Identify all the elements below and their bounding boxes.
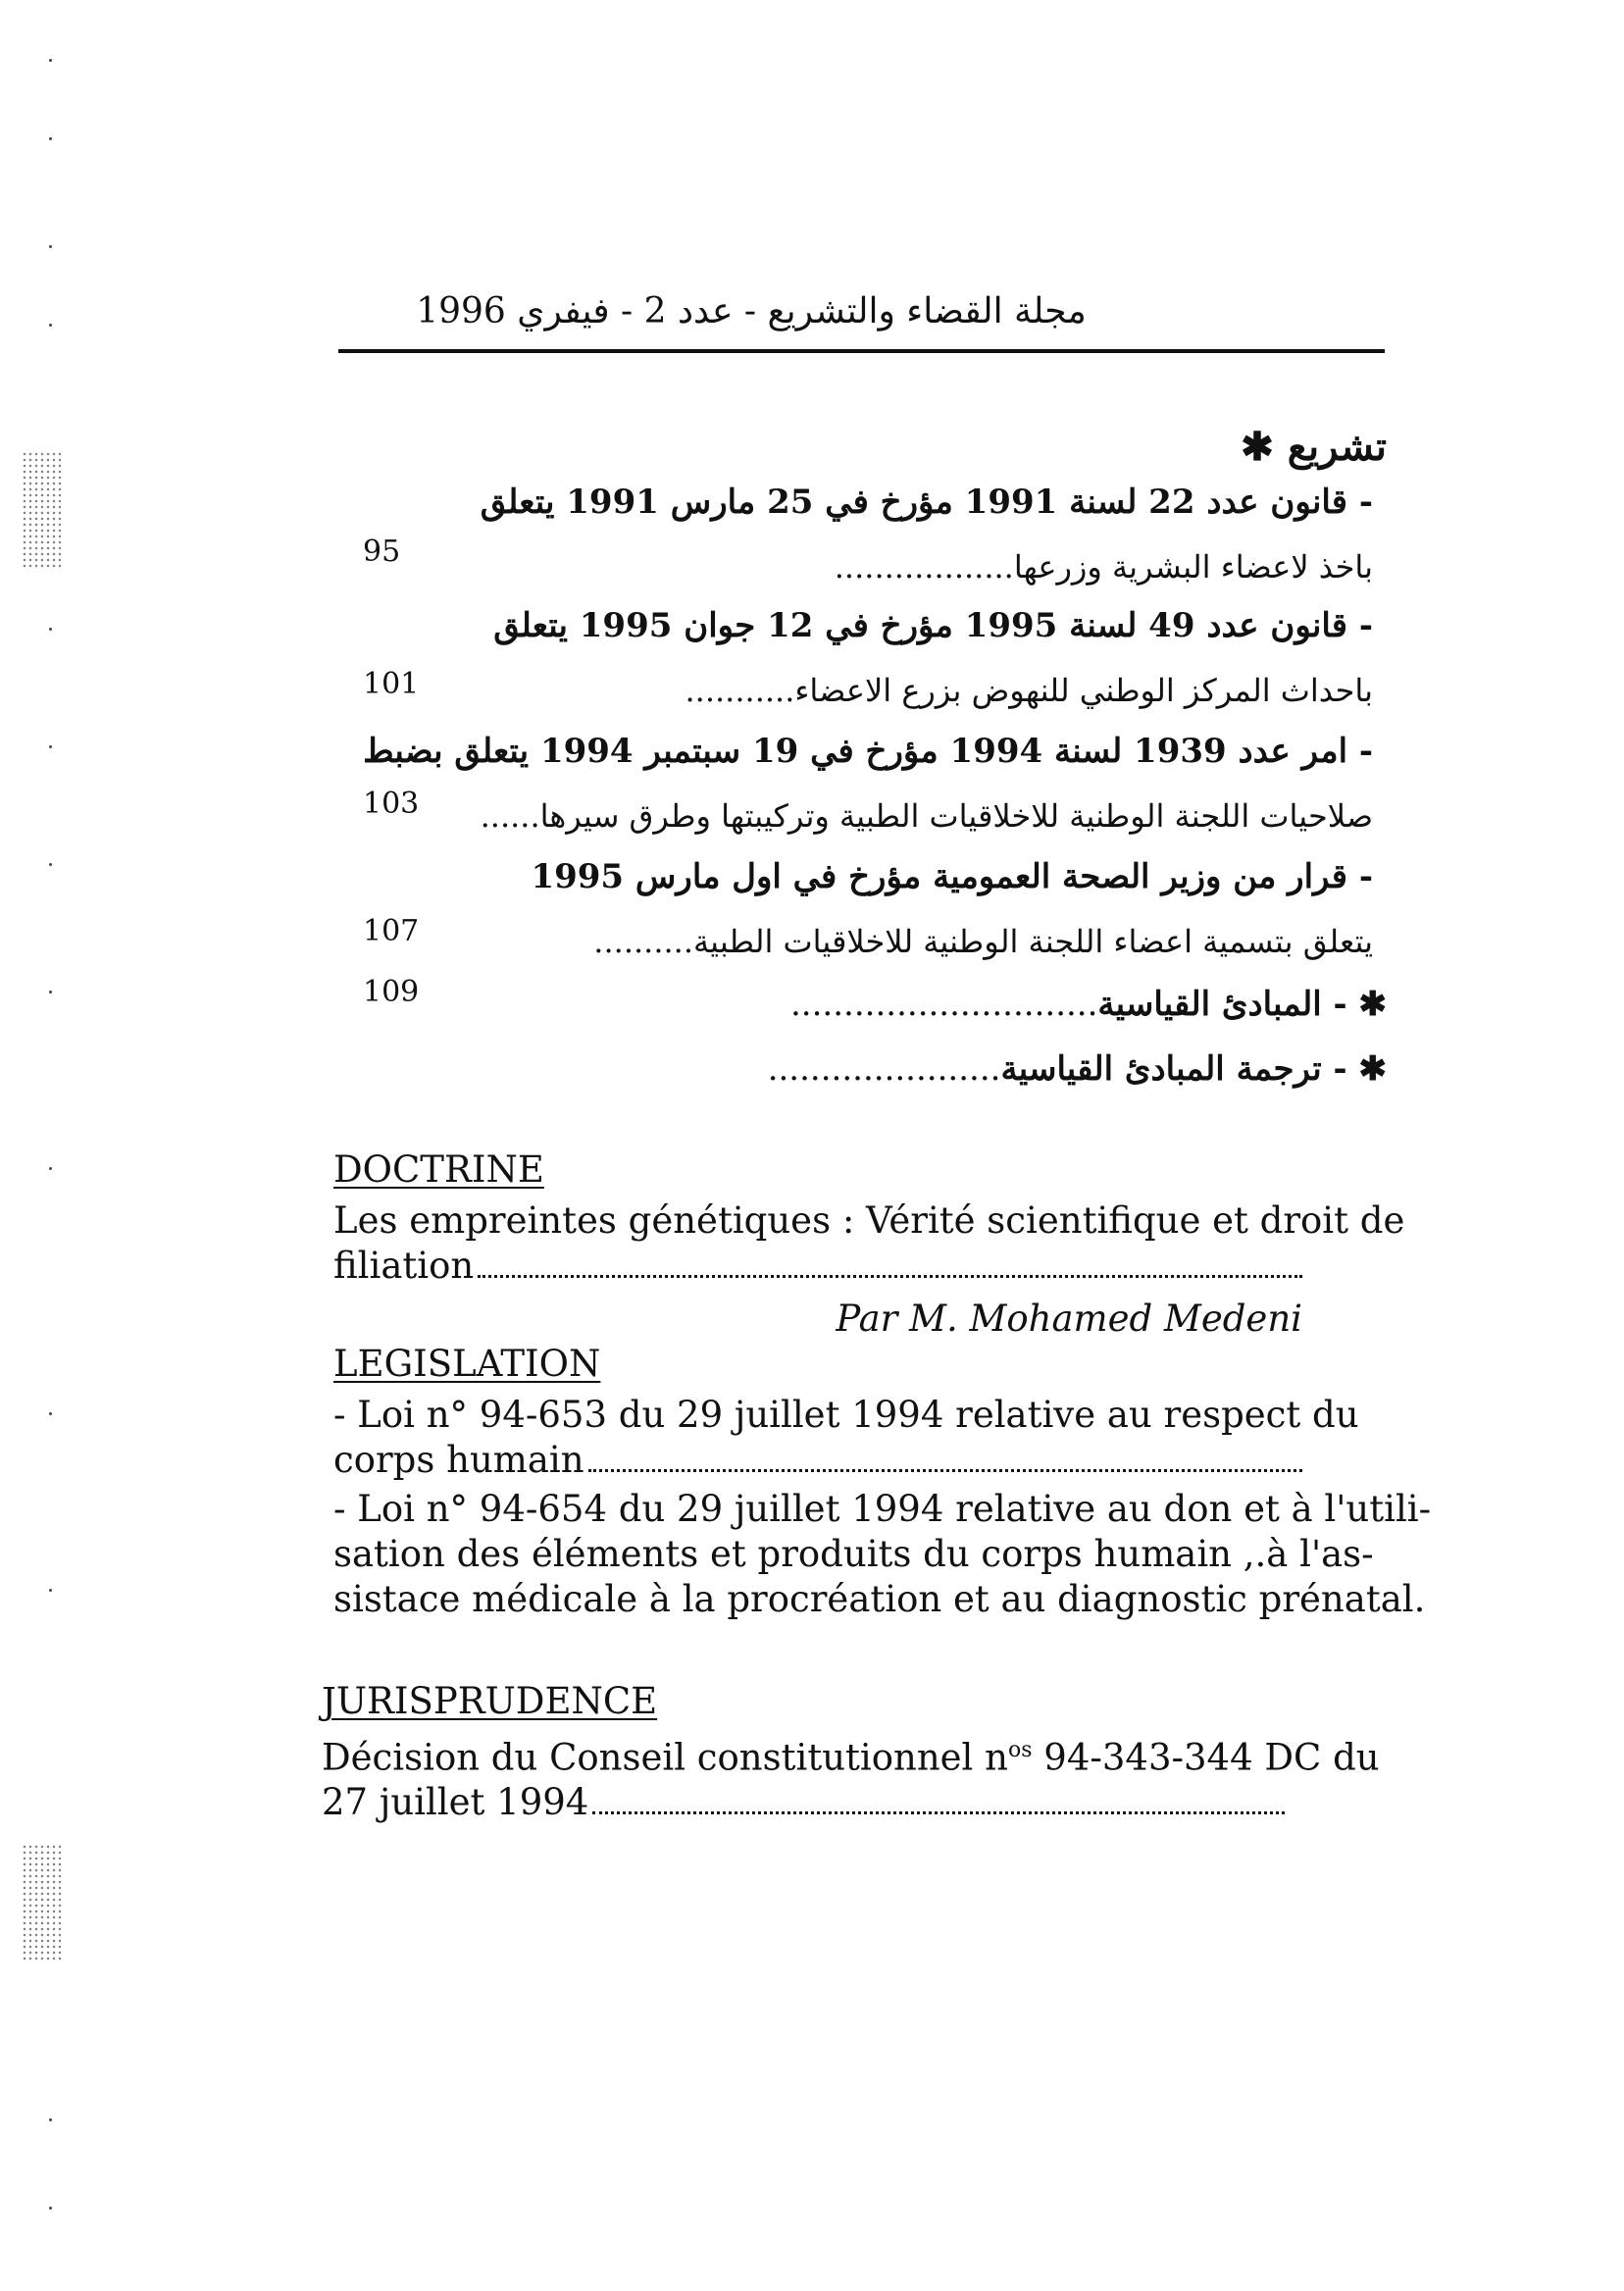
leader-dots: ........... <box>685 672 795 709</box>
asterisk-bullet-icon: ✱ <box>1358 1049 1387 1089</box>
leader-dots <box>588 1469 1302 1472</box>
doctrine-title-end: filiation <box>333 1245 475 1287</box>
toc-extra-entry <box>790 977 1387 1032</box>
doctrine-entry <box>333 1198 1405 1342</box>
jurisprudence-text: Décision du Conseil constitutionnel n <box>322 1736 1008 1779</box>
superscript-os: os <box>1007 1738 1033 1762</box>
scan-speck <box>49 991 52 993</box>
jurisprudence-title-line <box>322 1780 1361 1825</box>
jurisprudence-entry <box>322 1728 1380 1825</box>
leader-dots: ............................. <box>790 985 1098 1024</box>
scan-speck <box>49 245 52 248</box>
jurisprudence-text: 94-343-344 DC du <box>1032 1736 1380 1779</box>
leader-dots: ...................... <box>767 1049 1001 1089</box>
toc-entry-subtitle <box>835 539 1373 594</box>
toc-subtitle-text: باخذ لاعضاء البشرية وزرعها <box>1013 548 1373 585</box>
jurisprudence-title-line <box>322 1728 1380 1780</box>
toc-extra-entry <box>768 1042 1387 1096</box>
toc-entry-title: - قرار من وزير الصحة العمومية مؤرخ في اول مارس 1995 <box>531 857 1373 896</box>
scan-speck <box>49 137 52 140</box>
leader-dots <box>478 1275 1302 1278</box>
legislation-item-line <box>333 1438 1373 1483</box>
toc-extra-title: - ترجمة المبادئ القياسية <box>1000 1049 1347 1089</box>
toc-entry-title: - قانون عدد 22 لسنة 1991 مؤرخ في 25 مارس 1991 يتعلق <box>480 483 1373 522</box>
scan-noise-bottom <box>22 1844 61 1961</box>
toc-entry-subtitle <box>685 663 1373 718</box>
toc-subtitle-text: يتعلق بتسمية اعضاء اللجنة الوطنية للاخلاقيات الطبية <box>693 923 1373 960</box>
legislation-entries <box>333 1393 1432 1622</box>
doctrine-heading: DOCTRINE <box>333 1148 544 1191</box>
scan-speck <box>49 1167 52 1170</box>
leader-dots: ...... <box>480 797 540 835</box>
toc-subtitle-text: باحداث المركز الوطني للنهوض بزرع الاعضاء <box>794 672 1373 709</box>
toc-page-number: 95 <box>363 535 401 569</box>
toc-section-heading <box>1241 420 1387 475</box>
legislation-item-end: corps humain <box>333 1439 584 1481</box>
toc-entry-title: - قانون عدد 49 لسنة 1995 مؤرخ في 12 جوان 1995 يتعلق <box>493 606 1373 645</box>
legislation-item-line: - Loi n° 94-654 du 29 juillet 1994 relative au don et à l'utili- <box>333 1488 1432 1530</box>
asterisk-bullet-icon: ✱ <box>1358 985 1387 1024</box>
scan-speck <box>49 1589 52 1592</box>
asterisk-bullet-icon: ✱ <box>1241 424 1274 470</box>
legislation-heading: LEGISLATION <box>333 1343 601 1385</box>
toc-page-number: 101 <box>363 667 420 701</box>
scan-speck <box>49 59 52 62</box>
doctrine-title-line <box>333 1244 1373 1289</box>
scan-speck <box>49 628 52 631</box>
jurisprudence-date: 27 juillet 1994 <box>322 1781 589 1824</box>
scan-noise-top <box>22 451 61 569</box>
toc-page-number: 109 <box>363 975 420 1009</box>
toc-page-number: 103 <box>363 787 420 821</box>
header-divider <box>338 349 1385 353</box>
legislation-item-line: sistace médicale à la procréation et au diagnostic prénatal. <box>333 1578 1426 1620</box>
scan-speck <box>49 863 52 866</box>
legislation-item-line: - Loi n° 94-653 du 29 juillet 1994 relative au respect du <box>333 1394 1359 1436</box>
leader-dots: .................. <box>834 548 1014 585</box>
journal-header-title: مجلة القضاء والتشريع - عدد 2 - فيفري 1996 <box>416 291 1087 331</box>
doctrine-author: Par M. Mohamed Medeni <box>836 1298 1302 1340</box>
leader-dots: .......... <box>593 923 694 960</box>
scan-speck <box>49 324 52 327</box>
doctrine-title-line: Les empreintes génétiques : Vérité scientifique et droit de <box>333 1199 1405 1242</box>
scan-speck <box>49 1412 52 1415</box>
scan-speck <box>49 2118 52 2121</box>
jurisprudence-heading: JURISPRUDENCE <box>322 1680 658 1722</box>
toc-extra-title: - المبادئ القياسية <box>1097 985 1347 1024</box>
leader-dots <box>592 1811 1285 1814</box>
scan-speck <box>49 2207 52 2210</box>
toc-entry-subtitle <box>481 789 1373 843</box>
toc-entry-subtitle <box>593 914 1373 969</box>
toc-subtitle-text: صلاحيات اللجنة الوطنية للاخلاقيات الطبية وتركيبتها وطرق سيرها <box>539 797 1373 835</box>
scan-speck <box>49 745 52 748</box>
toc-page-number: 107 <box>363 914 420 948</box>
legislation-item-line: sation des éléments et produits du corps humain ,.à l'as- <box>333 1533 1374 1575</box>
toc-heading-text: تشريع <box>1287 424 1387 470</box>
toc-entry-title: - امر عدد 1939 لسنة 1994 مؤرخ في 19 سبتمبر 1994 يتعلق بضبط <box>363 732 1373 771</box>
